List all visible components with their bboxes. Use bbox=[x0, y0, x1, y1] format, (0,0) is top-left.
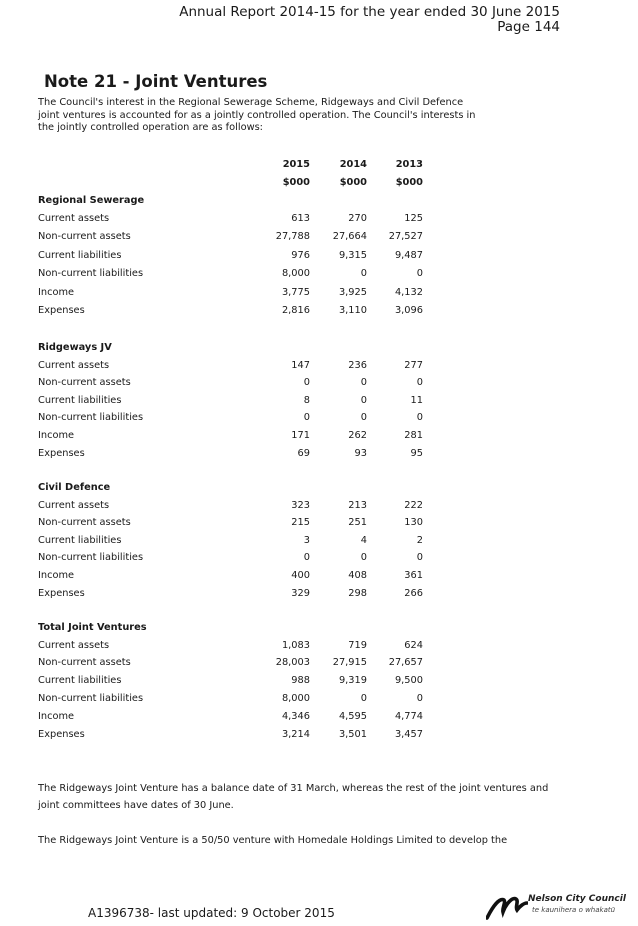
row-value: 251 bbox=[348, 517, 367, 529]
row-value: 4 bbox=[360, 534, 367, 546]
row-value: 3,501 bbox=[338, 728, 367, 740]
year-header: 2015 bbox=[282, 159, 310, 170]
row-value: 2 bbox=[416, 534, 423, 546]
row-value: 27,657 bbox=[388, 657, 423, 669]
row-value: 0 bbox=[303, 552, 310, 564]
row-value: 222 bbox=[404, 499, 423, 511]
page-number: Page 144 bbox=[497, 19, 560, 35]
council-logo bbox=[486, 894, 626, 920]
row-label: Expenses bbox=[38, 728, 85, 740]
ridgeways-note: The Ridgeways Joint Venture is a 50/50 venture with Homedale Holdings Limited to develop the bbox=[38, 835, 508, 846]
row-value: 27,527 bbox=[388, 231, 423, 243]
table-row bbox=[38, 377, 438, 393]
row-label: Expenses bbox=[38, 305, 85, 316]
row-value: 4,132 bbox=[394, 286, 423, 298]
row-value: 3,110 bbox=[338, 305, 367, 316]
year-header: 2013 bbox=[395, 159, 423, 170]
row-label: Current liabilities bbox=[38, 675, 122, 687]
row-value: 0 bbox=[416, 692, 423, 704]
note-title: Note 21 - Joint Ventures bbox=[44, 72, 268, 91]
section-title-text: Civil Defence bbox=[38, 482, 111, 493]
row-value: 27,664 bbox=[332, 231, 367, 243]
row-value: 0 bbox=[360, 268, 367, 280]
table-row bbox=[38, 250, 438, 266]
table-row bbox=[38, 395, 438, 411]
row-label: Current assets bbox=[38, 639, 110, 651]
row-label: Income bbox=[38, 569, 75, 581]
row-value: 323 bbox=[291, 499, 310, 511]
row-value: 0 bbox=[416, 552, 423, 564]
row-label: Non-current assets bbox=[38, 657, 131, 669]
row-label: Income bbox=[38, 286, 75, 298]
row-value: 8,000 bbox=[281, 268, 310, 280]
row-value: 613 bbox=[291, 213, 310, 224]
table-row bbox=[38, 287, 438, 303]
unit-header: $000 bbox=[395, 177, 423, 188]
row-value: 4,346 bbox=[281, 710, 310, 722]
row-label: Expenses bbox=[38, 587, 85, 599]
table-row bbox=[38, 588, 438, 604]
section-title bbox=[38, 482, 438, 498]
row-value: 28,003 bbox=[275, 657, 310, 669]
row-value: 3,214 bbox=[281, 728, 310, 740]
row-label: Current assets bbox=[38, 213, 110, 224]
row-value: 130 bbox=[404, 517, 423, 529]
section-title bbox=[38, 342, 438, 358]
row-value: 147 bbox=[291, 359, 310, 371]
table-row bbox=[38, 570, 438, 586]
row-value: 408 bbox=[348, 569, 367, 581]
row-label: Current assets bbox=[38, 359, 110, 371]
row-value: 69 bbox=[297, 447, 310, 459]
row-value: 988 bbox=[291, 675, 310, 687]
row-value: 9,315 bbox=[338, 249, 367, 261]
row-value: 624 bbox=[404, 639, 423, 651]
row-value: 0 bbox=[416, 377, 423, 389]
table-row bbox=[38, 517, 438, 533]
row-value: 262 bbox=[348, 429, 367, 441]
table-row bbox=[38, 729, 438, 745]
row-label: Non-current liabilities bbox=[38, 412, 144, 424]
row-value: 298 bbox=[348, 587, 367, 599]
row-value: 976 bbox=[291, 249, 310, 261]
row-value: 8 bbox=[303, 394, 310, 406]
row-value: 270 bbox=[348, 213, 367, 224]
row-label: Income bbox=[38, 429, 75, 441]
section-title bbox=[38, 195, 438, 211]
unit-header: $000 bbox=[339, 177, 367, 188]
note-intro: The Council's interest in the Regional Sewerage Scheme, Ridgeways and Civil Defence joint ventures is accounted for as a jointly controlled operation. The Council's interests in the jointly controlled operation are as follows: bbox=[38, 97, 476, 133]
row-value: 11 bbox=[410, 394, 423, 406]
row-label: Non-current assets bbox=[38, 231, 131, 243]
table-row bbox=[38, 693, 438, 709]
row-value: 329 bbox=[291, 587, 310, 599]
row-label: Non-current liabilities bbox=[38, 692, 144, 704]
row-value: 9,319 bbox=[338, 675, 367, 687]
table-row bbox=[38, 657, 438, 673]
table-header-years bbox=[38, 159, 438, 175]
row-value: 0 bbox=[360, 377, 367, 389]
row-value: 266 bbox=[404, 587, 423, 599]
row-value: 171 bbox=[291, 429, 310, 441]
row-value: 95 bbox=[410, 447, 423, 459]
table-row bbox=[38, 231, 438, 247]
row-value: 277 bbox=[404, 359, 423, 371]
section-title-text: Regional Sewerage bbox=[38, 195, 145, 206]
row-value: 4,595 bbox=[338, 710, 367, 722]
row-value: 4,774 bbox=[394, 710, 423, 722]
row-value: 400 bbox=[291, 569, 310, 581]
table-row bbox=[38, 640, 438, 656]
row-label: Expenses bbox=[38, 447, 85, 459]
report-header-title: Annual Report 2014-15 for the year ended 30 June 2015 bbox=[179, 4, 560, 20]
table-row bbox=[38, 268, 438, 284]
table-row bbox=[38, 412, 438, 428]
section-title-text: Total Joint Ventures bbox=[38, 622, 147, 633]
row-value: 0 bbox=[416, 412, 423, 424]
row-value: 3,096 bbox=[394, 305, 423, 316]
row-label: Current liabilities bbox=[38, 249, 122, 261]
row-value: 3,925 bbox=[338, 286, 367, 298]
section-title-text: Ridgeways JV bbox=[38, 342, 112, 353]
row-value: 215 bbox=[291, 517, 310, 529]
table-row bbox=[38, 360, 438, 376]
balance-date-note: The Ridgeways Joint Venture has a balance date of 31 March, whereas the rest of the joint ventures and joint committees have dates of 30 June. bbox=[38, 783, 549, 811]
table-row bbox=[38, 500, 438, 516]
row-label: Current liabilities bbox=[38, 394, 122, 406]
row-label: Current liabilities bbox=[38, 534, 122, 546]
section-title bbox=[38, 622, 438, 638]
logo-name: Nelson City Council bbox=[528, 894, 626, 904]
row-value: 1,083 bbox=[281, 639, 310, 651]
year-header: 2014 bbox=[339, 159, 367, 170]
table-row bbox=[38, 213, 438, 229]
row-value: 27,788 bbox=[275, 231, 310, 243]
row-value: 3 bbox=[303, 534, 310, 546]
row-value: 8,000 bbox=[281, 692, 310, 704]
table-row bbox=[38, 552, 438, 568]
row-value: 0 bbox=[360, 552, 367, 564]
table-header-units bbox=[38, 177, 438, 193]
table-row bbox=[38, 675, 438, 691]
row-value: 93 bbox=[354, 447, 367, 459]
row-value: 3,775 bbox=[281, 286, 310, 298]
row-value: 0 bbox=[360, 394, 367, 406]
table-row bbox=[38, 711, 438, 727]
row-value: 236 bbox=[348, 359, 367, 371]
row-value: 27,915 bbox=[332, 657, 367, 669]
row-value: 9,500 bbox=[394, 675, 423, 687]
table-row bbox=[38, 448, 438, 464]
council-logo-mark-icon bbox=[486, 894, 528, 920]
row-label: Non-current liabilities bbox=[38, 268, 144, 280]
row-value: 9,487 bbox=[394, 249, 423, 261]
row-value: 213 bbox=[348, 499, 367, 511]
unit-header: $000 bbox=[282, 177, 310, 188]
row-label: Current assets bbox=[38, 499, 110, 511]
row-value: 0 bbox=[303, 412, 310, 424]
table-row bbox=[38, 305, 438, 321]
row-value: 361 bbox=[404, 569, 423, 581]
row-label: Non-current assets bbox=[38, 517, 131, 529]
row-label: Non-current assets bbox=[38, 377, 131, 389]
row-label: Non-current liabilities bbox=[38, 552, 144, 564]
row-value: 0 bbox=[360, 692, 367, 704]
row-value: 0 bbox=[360, 412, 367, 424]
row-value: 281 bbox=[404, 429, 423, 441]
row-value: 0 bbox=[416, 268, 423, 280]
row-value: 3,457 bbox=[394, 728, 423, 740]
table-row bbox=[38, 535, 438, 551]
row-label: Income bbox=[38, 710, 75, 722]
table-row bbox=[38, 430, 438, 446]
row-value: 2,816 bbox=[281, 305, 310, 316]
row-value: 0 bbox=[303, 377, 310, 389]
row-value: 125 bbox=[404, 213, 423, 224]
document-id: A1396738- last updated: 9 October 2015 bbox=[88, 906, 335, 920]
logo-tagline: te kaunihera o whakatū bbox=[532, 906, 616, 914]
row-value: 719 bbox=[348, 639, 367, 651]
